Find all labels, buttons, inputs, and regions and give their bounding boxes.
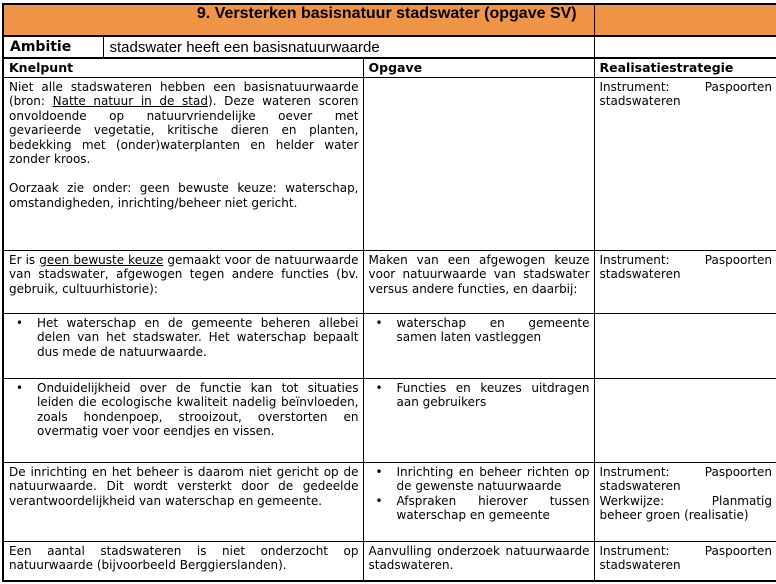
paragraph xyxy=(369,544,590,573)
bullet-item xyxy=(369,316,590,345)
text-run: Instrument: Paspoorten stadswateren xyxy=(599,252,773,281)
paragraph xyxy=(9,544,359,573)
cell-opgave xyxy=(363,462,594,541)
page-title: 9. Versterken basisnatuur stadswater (opgave SV) xyxy=(3,4,594,36)
bullet-item xyxy=(369,494,590,523)
bullet-text xyxy=(397,381,590,410)
cell-realisatiestrategie xyxy=(594,77,776,250)
paragraph xyxy=(600,465,773,494)
bullet-icon: • xyxy=(16,315,24,330)
text-run: Instrument: Paspoorten stadswateren xyxy=(599,543,773,572)
column-header-row xyxy=(3,58,776,77)
bullet-item xyxy=(9,381,359,439)
col-header-realisatiestrategie: Realisatiestrategie xyxy=(594,58,776,77)
cell-opgave xyxy=(363,378,594,462)
col-header-knelpunt: Knelpunt xyxy=(3,58,363,77)
cell-opgave xyxy=(363,250,594,313)
table-row xyxy=(3,250,776,313)
text-run: Er is xyxy=(9,252,40,267)
title-empty-cell xyxy=(594,4,776,36)
cell-opgave xyxy=(363,77,594,250)
text-run: gemaakt voor de natuurwaarde van stadswater, afgewogen tegen andere functies (bv. gebruik, cultuurhistorie): xyxy=(9,252,359,296)
table-row xyxy=(3,313,776,378)
underlined-text: geen bewuste keuze xyxy=(39,252,164,267)
text-run: Een aantal stadswateren is niet onderzocht op natuurwaarde (bijvoorbeeld Berggierslanden). xyxy=(9,543,359,572)
cell-knelpunt xyxy=(3,313,363,378)
bullet-item xyxy=(369,465,590,494)
bullet-icon: • xyxy=(375,464,383,479)
ambitie-label: Ambitie xyxy=(3,36,103,58)
paragraph xyxy=(600,494,773,523)
paragraph xyxy=(9,80,359,167)
cell-opgave xyxy=(363,541,594,581)
text-run: Oorzaak zie onder: geen bewuste keuze: waterschap, omstandigheden, inrichting/beheer niet gericht. xyxy=(9,181,359,210)
bullet-icon: • xyxy=(375,493,383,508)
cell-knelpunt xyxy=(3,77,363,250)
paragraph xyxy=(9,253,359,297)
text-run: Afspraken hierover tussen waterschap en gemeente xyxy=(396,493,590,522)
title-row xyxy=(3,4,776,36)
text-run: Onduidelijkheid over de functie kan tot situaties leiden die ecologische kwaliteit nadelig beïnvloeden, zoals hondenpoep, strooizout, overstorten en overmatig voer voor eendjes en vissen. xyxy=(37,380,359,438)
text-run: Functies en keuzes uitdragen aan gebruikers xyxy=(396,380,590,409)
ambitie-value: stadswater heeft een basisnatuurwaarde xyxy=(103,36,594,58)
text-run: ). Deze wateren scoren onvoldoende op natuurvriendelijke oever met gevarieerde vegetatie, kritische dieren en planten, bedekking met (onder)waterplanten en helder water zonder kroos. xyxy=(9,94,359,166)
bullet-icon: • xyxy=(375,380,383,395)
cell-knelpunt xyxy=(3,462,363,541)
bullet-text xyxy=(37,316,359,360)
text-run: Het waterschap en de gemeente beheren allebei delen van het stadswater. Het waterschap bepaalt dus mede de natuurwaarde. xyxy=(37,315,359,359)
paragraph xyxy=(9,181,359,210)
cell-realisatiestrategie xyxy=(594,378,776,462)
cell-realisatiestrategie xyxy=(594,250,776,313)
ambitie-empty-cell xyxy=(594,36,776,58)
cell-knelpunt xyxy=(3,378,363,462)
text-run: Inrichting en beheer richten op de gewenste natuurwaarde xyxy=(396,464,590,493)
bullet-text xyxy=(397,316,590,345)
text-run: Aanvulling onderzoek natuurwaarde stadswateren. xyxy=(368,543,590,572)
col-header-opgave: Opgave xyxy=(363,58,594,77)
cell-knelpunt xyxy=(3,250,363,313)
bullet-item xyxy=(9,316,359,360)
text-run: Werkwijze: Planmatig beheer groen (realisatie) xyxy=(599,493,773,522)
bullet-text xyxy=(397,465,590,494)
cell-knelpunt xyxy=(3,541,363,581)
text-run: Instrument: Paspoorten stadswateren xyxy=(599,464,773,493)
cell-realisatiestrategie xyxy=(594,541,776,581)
text-run: Instrument: Paspoorten stadswateren xyxy=(599,79,773,108)
table-row xyxy=(3,462,776,541)
table-row xyxy=(3,541,776,581)
table-row xyxy=(3,77,776,250)
underlined-text: Natte natuur in de stad xyxy=(52,94,208,108)
text-run: waterschap en gemeente samen laten vastleggen xyxy=(396,315,590,344)
bullet-text xyxy=(37,381,359,439)
paragraph xyxy=(9,465,359,509)
cell-realisatiestrategie xyxy=(594,462,776,541)
bullet-item xyxy=(369,381,590,410)
bullet-icon: • xyxy=(16,380,24,395)
paragraph xyxy=(600,253,773,282)
paragraph xyxy=(600,80,773,109)
bullet-text xyxy=(397,494,590,523)
cell-realisatiestrategie xyxy=(594,313,776,378)
table-row xyxy=(3,378,776,462)
ambitie-row xyxy=(3,36,776,58)
bullet-icon: • xyxy=(375,315,383,330)
text-run: Maken van een afgewogen keuze voor natuurwaarde van stadswater versus andere functies, en daarbij: xyxy=(368,252,590,296)
paragraph xyxy=(9,167,359,182)
text-run: De inrichting en het beheer is daarom niet gericht op de natuurwaarde. Dit wordt versterkt door de gedeelde verantwoordelijkheid van waterschap en gemeente. xyxy=(9,464,359,508)
paragraph xyxy=(369,253,590,297)
cell-opgave xyxy=(363,313,594,378)
opgave-table xyxy=(2,3,776,582)
paragraph xyxy=(600,544,773,573)
text-run: Niet alle stadswateren hebben een basisnatuurwaarde (bron: xyxy=(9,79,359,108)
